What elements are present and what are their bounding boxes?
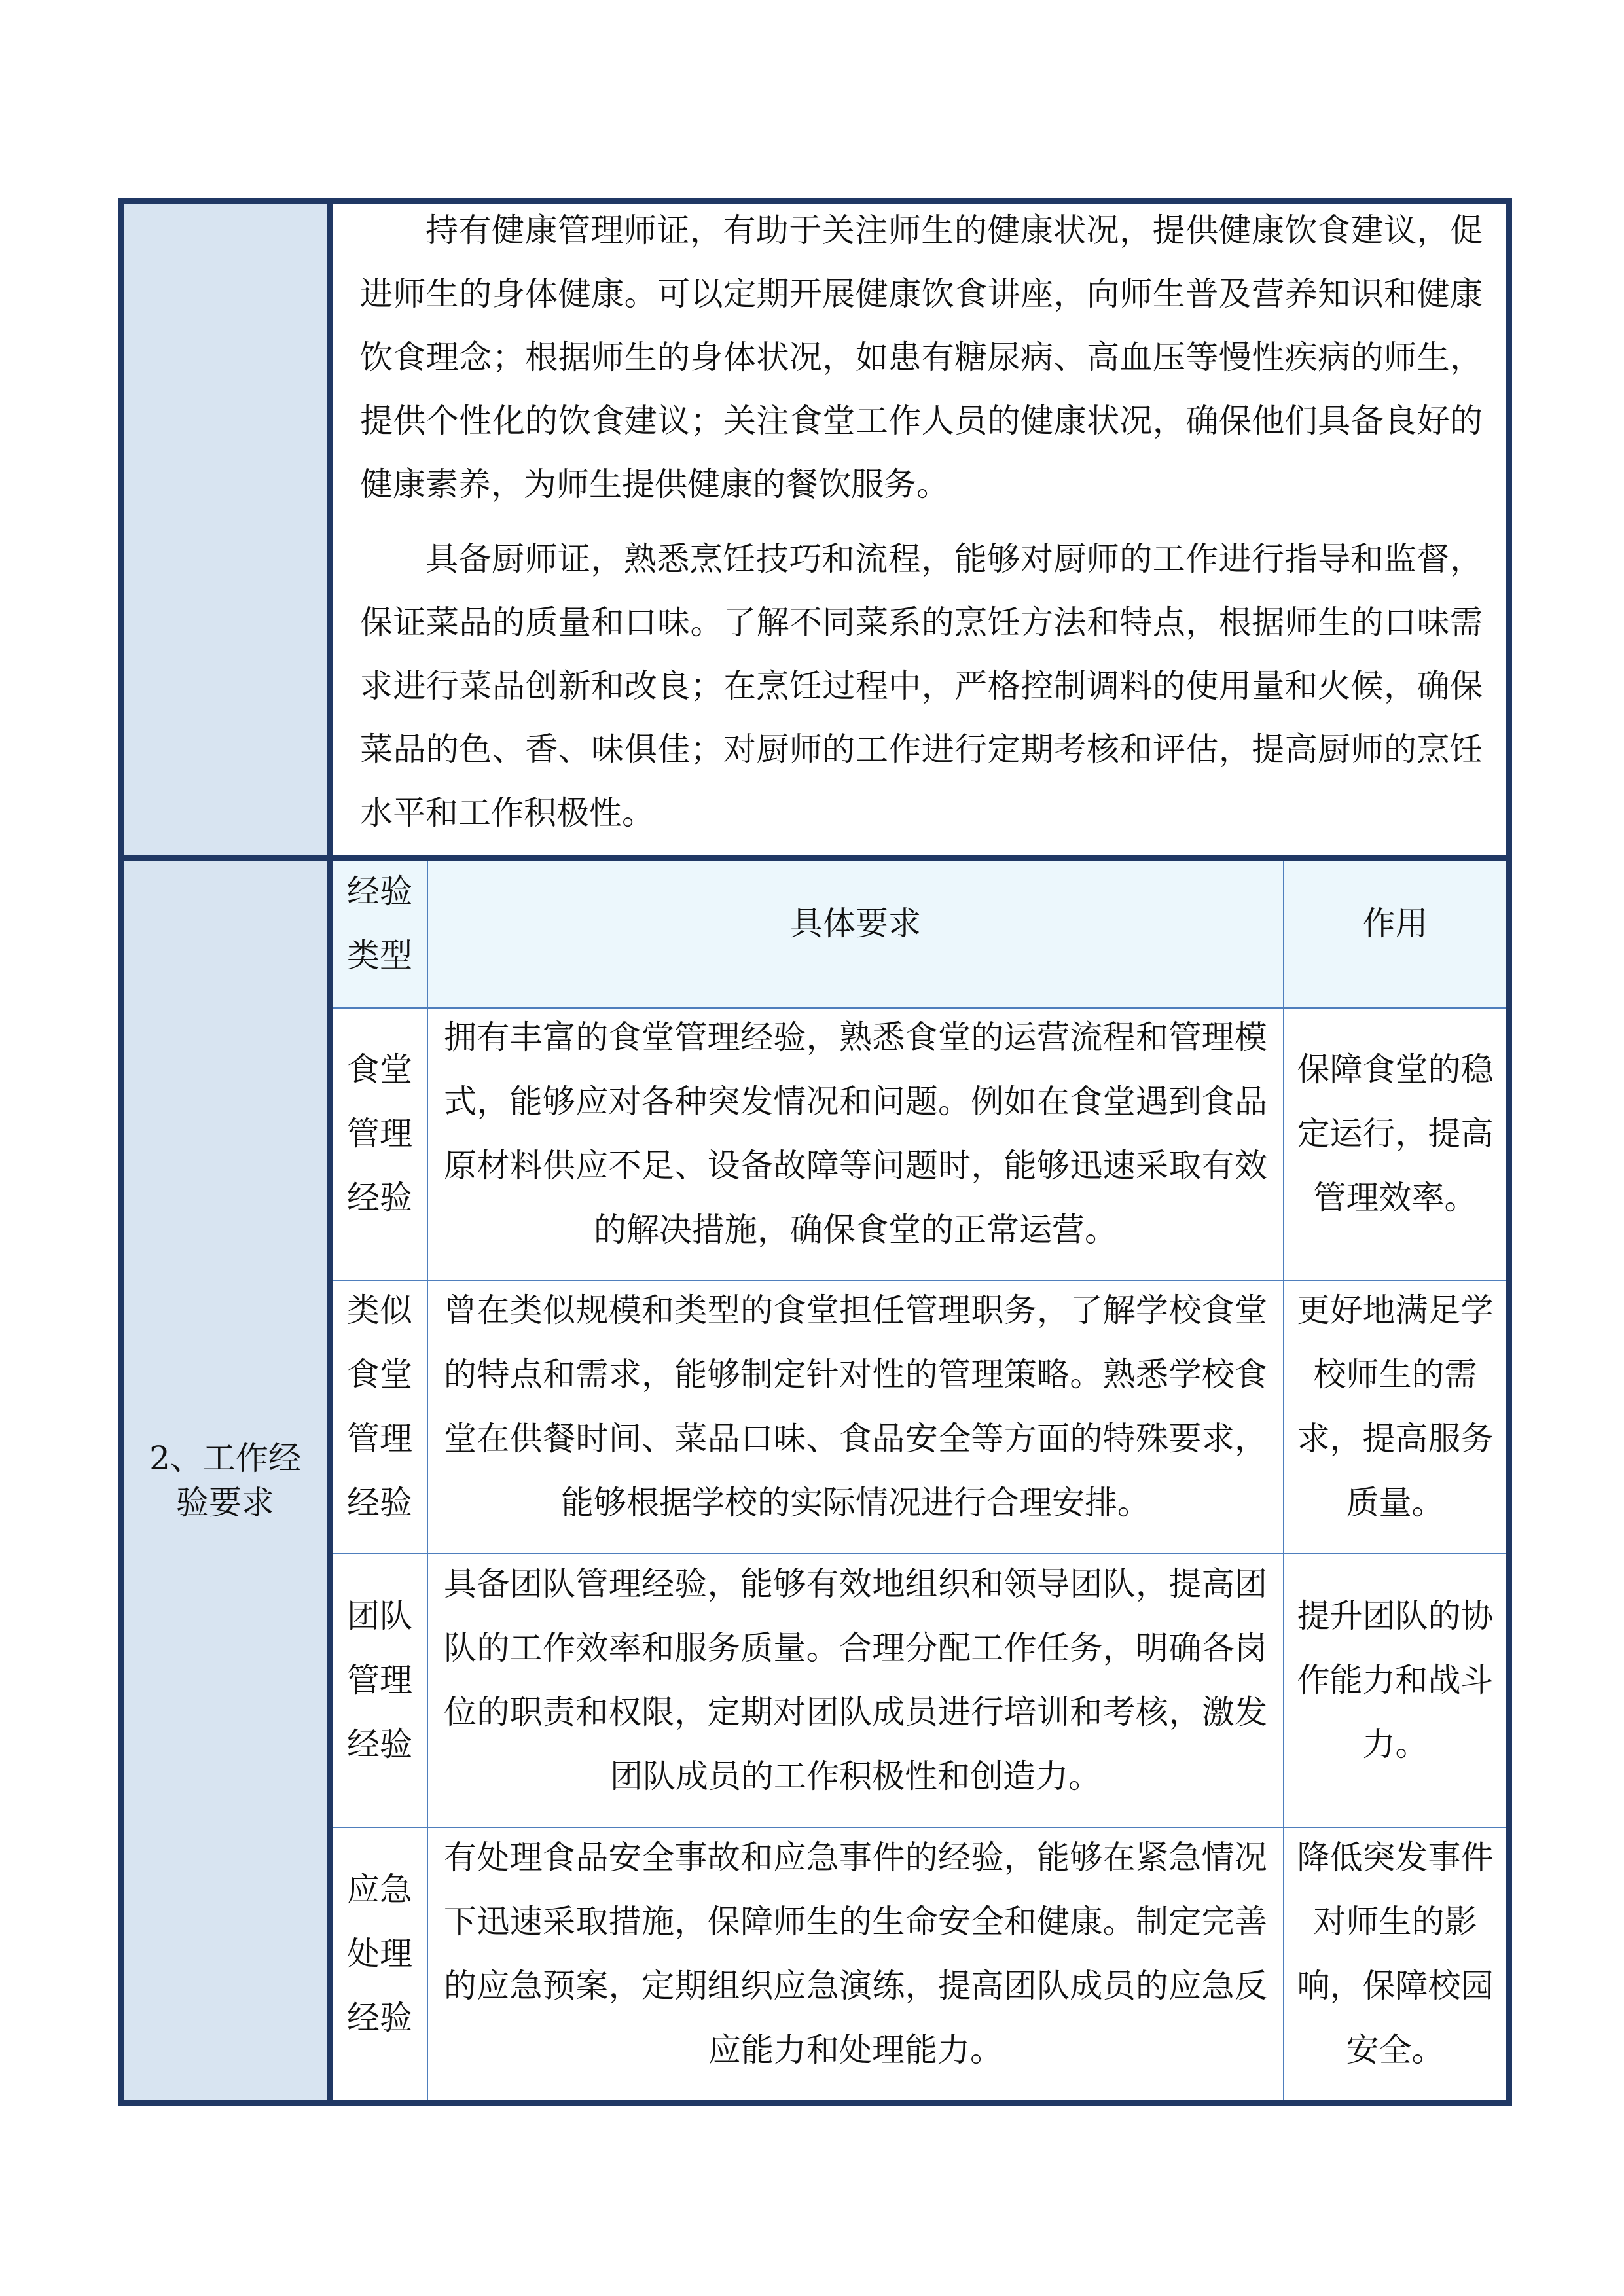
experience-effect: 提升团队的协作能力和战斗力。 bbox=[1297, 1597, 1494, 1763]
header-requirement: 具体要求 bbox=[790, 905, 921, 942]
experience-table bbox=[333, 861, 1506, 2100]
table-row-1-requirement-cell bbox=[427, 1007, 1283, 1280]
table-row-3-effect-cell bbox=[1283, 1553, 1506, 1827]
table-row-3-requirement-cell bbox=[427, 1553, 1283, 1827]
section-label: 2、工作经验要求 bbox=[149, 1439, 301, 1522]
header-effect-cell bbox=[1283, 861, 1506, 1007]
experience-type: 应急处理经验 bbox=[347, 1871, 412, 2037]
chef-certificate-paragraph: 具备厨师证，熟悉烹饪技巧和流程，能够对厨师的工作进行指导和监督，保证菜品的质量和口味。了解不同菜系的烹饪方法和特点，根据师生的口味需求进行菜品创新和改良；在烹饪过程中，严格控制调料的使用量和火候，确保菜品的色、香、味俱佳；对厨师的工作进行定期考核和评估，提高厨师的烹饪水平和工作积极性。 bbox=[360, 540, 1483, 832]
table-row-1-effect-cell bbox=[1283, 1007, 1506, 1280]
experience-type: 食堂管理经验 bbox=[347, 1050, 412, 1217]
table-row-2-effect-cell bbox=[1283, 1280, 1506, 1553]
experience-effect: 更好地满足学校师生的需求，提高服务质量。 bbox=[1297, 1291, 1494, 1522]
table-row-4-requirement-cell bbox=[427, 1827, 1283, 2100]
frame-divider-vertical bbox=[327, 204, 333, 2100]
table-row-3-type-cell bbox=[333, 1553, 427, 1827]
header-requirement-cell bbox=[427, 861, 1283, 1007]
section-label-cell bbox=[124, 861, 327, 2100]
qualification-description-cell bbox=[333, 204, 1506, 855]
header-effect: 作用 bbox=[1362, 905, 1428, 942]
health-certificate-paragraph: 持有健康管理师证，有助于关注师生的健康状况，提供健康饮食建议，促进师生的身体健康。可以定期开展健康饮食讲座，向师生普及营养知识和健康饮食理念；根据师生的身体状况，如患有糖尿病、高血压等慢性疾病的师生，提供个性化的饮食建议；关注食堂工作人员的健康状况，确保他们具备良好的健康素养，为师生提供健康的餐饮服务。 bbox=[360, 211, 1483, 503]
experience-requirement: 具备团队管理经验，能够有效地组织和领导团队，提高团队的工作效率和服务质量。合理分配工作任务，明确各岗位的职责和权限，定期对团队成员进行培训和考核，激发团队成员的工作积极性和创造力。 bbox=[444, 1565, 1267, 1795]
experience-requirement: 拥有丰富的食堂管理经验，熟悉食堂的运营流程和管理模式，能够应对各种突发情况和问题。例如在食堂遇到食品原材料供应不足、设备故障等问题时，能够迅速采取有效的解决措施，确保食堂的正常运营。 bbox=[444, 1018, 1267, 1249]
table-row-2-requirement-cell bbox=[427, 1280, 1283, 1553]
header-type: 经验类型 bbox=[347, 872, 412, 975]
label-cell-continued bbox=[124, 204, 327, 855]
experience-effect: 降低突发事件对师生的影响，保障校园安全。 bbox=[1297, 1839, 1494, 2069]
header-type-cell bbox=[333, 861, 427, 1007]
table-row-1-type-cell bbox=[333, 1007, 427, 1280]
experience-type: 类似食堂管理经验 bbox=[347, 1291, 412, 1522]
experience-requirement: 曾在类似规模和类型的食堂担任管理职务，了解学校食堂的特点和需求，能够制定针对性的管理策略。熟悉学校食堂在供餐时间、菜品口味、食品安全等方面的特殊要求，能够根据学校的实际情况进行合理安排。 bbox=[444, 1291, 1267, 1522]
experience-type: 团队管理经验 bbox=[347, 1597, 412, 1763]
qualification-paragraphs bbox=[360, 199, 1483, 845]
table-row-4-type-cell bbox=[333, 1827, 427, 2100]
experience-effect: 保障食堂的稳定运行，提高管理效率。 bbox=[1297, 1050, 1494, 1217]
table-row-2-type-cell bbox=[333, 1280, 427, 1553]
frame-divider-horizontal bbox=[124, 855, 1506, 861]
document-table bbox=[118, 198, 1512, 2106]
experience-requirement: 有处理食品安全事故和应急事件的经验，能够在紧急情况下迅速采取措施，保障师生的生命安全和健康。制定完善的应急预案，定期组织应急演练，提高团队成员的应急反应能力和处理能力。 bbox=[444, 1839, 1267, 2069]
table-row-4-effect-cell bbox=[1283, 1827, 1506, 2100]
